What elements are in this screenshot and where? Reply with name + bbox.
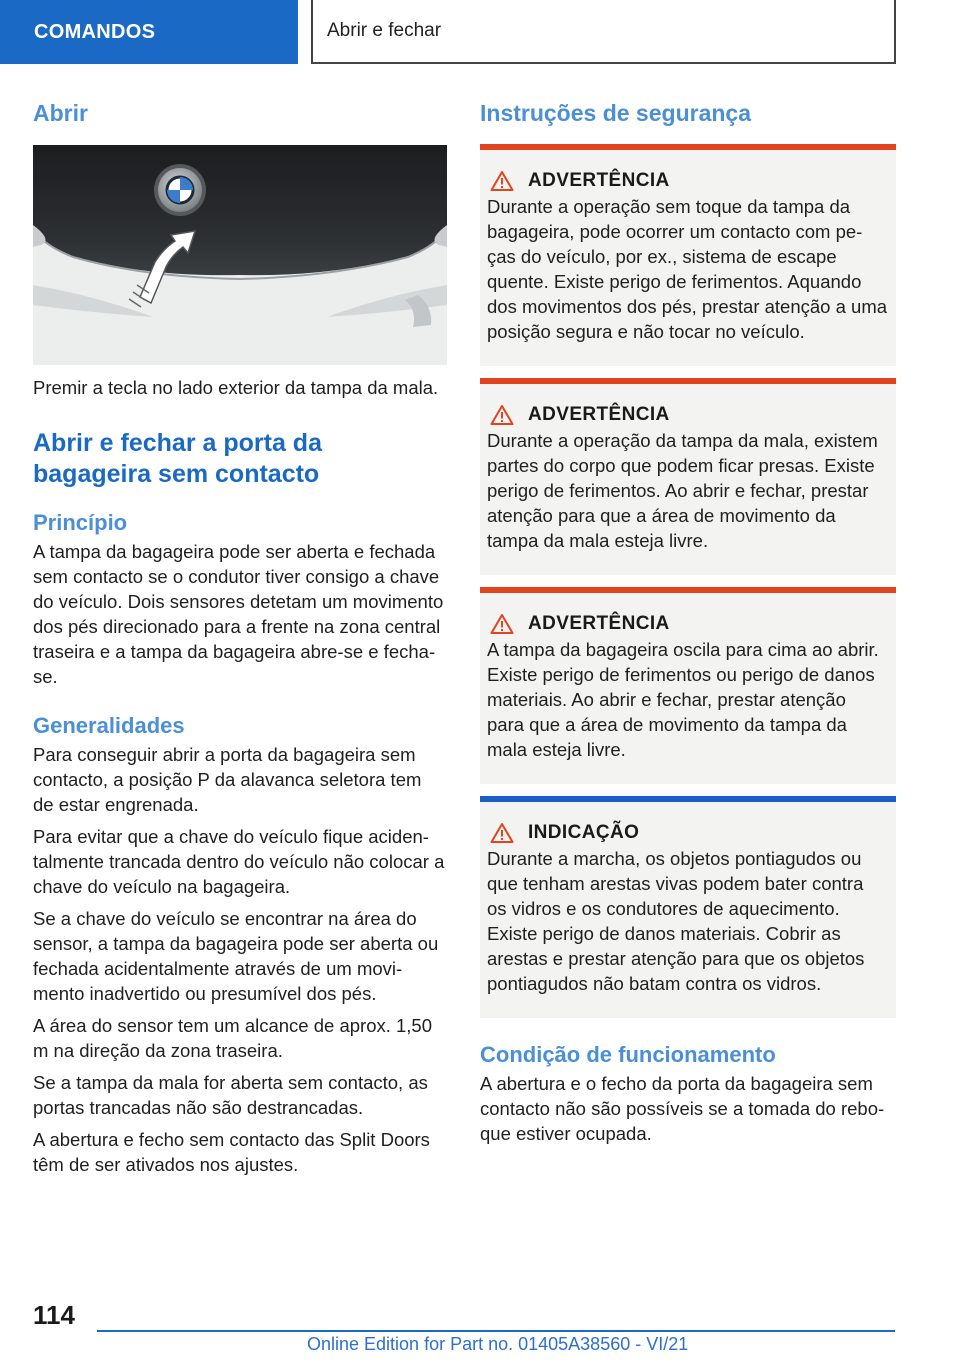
warning-box-2 <box>480 378 896 575</box>
warning-title-1: ADVERTÊNCIA <box>528 169 670 191</box>
principio-text: A tampa da bagageira pode ser aberta e fechada sem contacto se o condutor tiver consigo a chave do veículo. Dois sensores detetam um movimento dos pés direcionado para a frente na zona central traseira e a tampa da bagageira abre-se e fecha-se. <box>33 540 444 687</box>
warning-triangle-icon <box>490 170 514 192</box>
notice-box <box>480 796 896 1018</box>
warning-title-3: ADVERTÊNCIA <box>528 612 670 634</box>
notice-text: Durante a marcha, os objetos pontiagudos ou que tenham arestas vivas podem bater contra os vidros e os condutores de aquecimento. Existe perigo de danos materiais. Cobrir as arestas e prestar atenção para que os objetos pontiagudos não batam contra os vidros. <box>487 847 865 994</box>
footer-edition: Online Edition for Part no. 01405A38560 - VI/21 <box>307 1334 689 1354</box>
gen-paragraph-1: Para conseguir abrir a porta da bagageira sem contacto, a posição P da alavanca seletora tem de estar engrenada. <box>33 744 422 816</box>
condition-heading: Condição de funcionamento <box>480 1041 776 1067</box>
warning-text-3: A tampa da bagageira oscila para cima ao abrir. Existe perigo de ferimentos ou perigo de danos materiais. Ao abrir e fechar, prestar atenção para que a área de movimento da tampa da mala esteja livre. <box>487 638 879 760</box>
footer-divider <box>97 1330 895 1332</box>
gen-paragraph-6: A abertura e fecho sem contacto das Split Doors têm de ser ativados nos ajustes. <box>33 1129 430 1176</box>
section-title <box>33 428 447 490</box>
chapter-label: Abrir e fechar <box>327 20 442 41</box>
tailgate-photo <box>33 145 447 365</box>
gen-paragraph-4: A área do sensor tem um alcance de aprox. 1,50 m na direção da zona traseira. <box>33 1015 433 1062</box>
chapter-header <box>311 0 896 64</box>
section-title-line1: Abrir e fechar a porta da <box>33 428 322 457</box>
section-header <box>0 0 298 64</box>
warning-box-3 <box>480 587 896 784</box>
notice-title: INDICAÇÃO <box>528 821 640 843</box>
principio-heading: Princípio <box>33 509 128 535</box>
abrir-heading: Abrir <box>33 100 88 126</box>
right-column <box>480 100 896 1146</box>
warning-text-2: Durante a operação da tampa da mala, existem partes do corpo que podem ficar presas. Existe perigo de ferimentos. Ao abrir e fechar, prestar atenção para que a área de movimento da tampa da mala esteja livre. <box>487 429 878 551</box>
warning-title-2: ADVERTÊNCIA <box>528 403 670 425</box>
generalidades-heading: Generalidades <box>33 712 185 738</box>
gen-paragraph-3: Se a chave do veículo se encontrar na área do sensor, a tampa da bagageira pode ser aberta ou fechada acidentalmente através de um movi-mento inadvertido ou presumível dos pés. <box>33 908 439 1005</box>
condition-text: A abertura e o fecho da porta da bagageira sem contacto não são possíveis se a tomada do rebo-que estiver ocupada. <box>480 1072 885 1144</box>
gen-paragraph-2: Para evitar que a chave do veículo fique aciden-talmente trancada dentro do veículo não colocar a chave do veículo na bagageira. <box>33 826 445 898</box>
safety-heading: Instruções de segurança <box>480 100 751 126</box>
left-column <box>33 100 447 1177</box>
section-label: COMANDOS <box>34 20 156 43</box>
warning-triangle-icon <box>490 404 514 426</box>
image-caption: Premir a tecla no lado exterior da tampa da mala. <box>33 376 439 398</box>
page-number: 114 <box>33 1300 75 1330</box>
gen-paragraph-5: Se a tampa da mala for aberta sem contacto, as portas trancadas não são destrancadas. <box>33 1072 428 1119</box>
section-title-line2: bagageira sem contacto <box>33 459 320 488</box>
warning-triangle-icon <box>490 822 514 844</box>
tailgate-illustration <box>33 145 447 365</box>
warning-box-1 <box>480 144 896 366</box>
warning-triangle-icon <box>490 613 514 635</box>
warning-text-1: Durante a operação sem toque da tampa da bagageira, pode ocorrer um contacto com pe-ças do veículo, por ex., sistema de escape quente. Existe perigo de ferimentos. Aquando dos movimentos dos pés, prestar atenção a uma posição segura e não tocar no veículo. <box>487 195 888 342</box>
